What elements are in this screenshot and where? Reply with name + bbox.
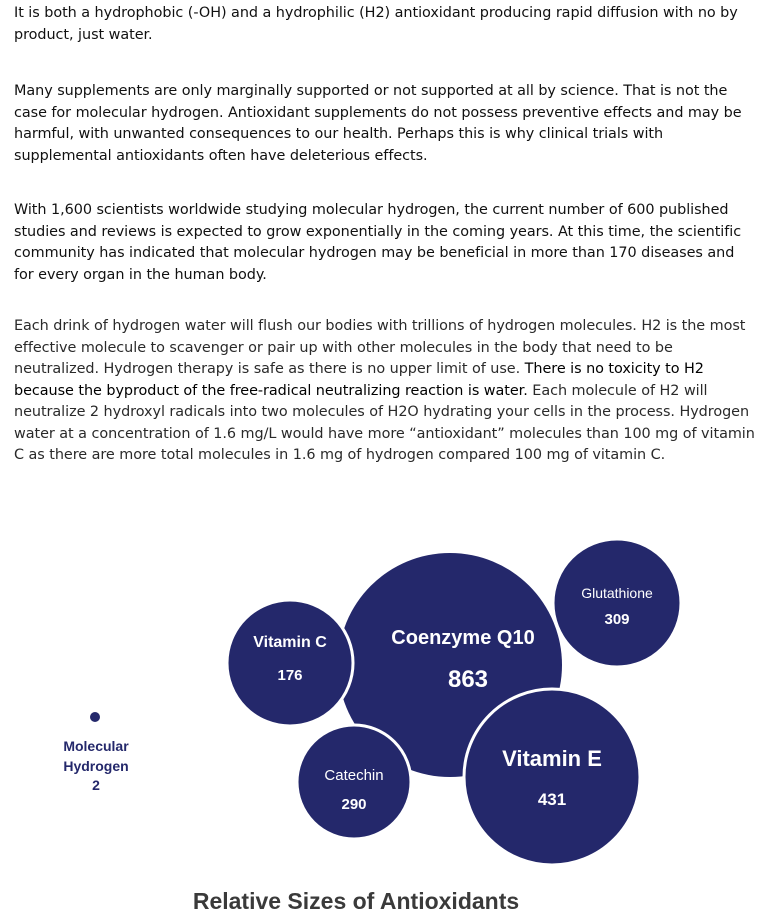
paragraph-hydrogen-water-toxicity: There is no toxicity to H2 because the byproduct of the free-radical neutralizing reaction is water. <box>14 361 704 399</box>
paragraph-supplements: Many supplements are only marginally supported or not supported at all by science. That is not the case for molecular hydrogen. Antioxidant supplements do not possess preventive effects and may be harmful, with unwanted consequences to our health. Perhaps this is why clinical trials with supplemental antioxidants often have deleterious effects. <box>14 83 742 164</box>
bubble-label-vitamin-c: Vitamin C <box>253 634 327 651</box>
bubble-glutathione <box>553 539 681 667</box>
bubble-value-catechin: 290 <box>341 796 367 813</box>
label-molecular: Molecular <box>63 738 129 754</box>
bubble-value-coenzyme-q10: 863 <box>447 666 489 693</box>
bubble-label-coenzyme-q10: Coenzyme Q10 <box>391 627 535 649</box>
bubble-value-glutathione: 309 <box>604 611 630 628</box>
bubble-molecular-hydrogen <box>90 712 100 722</box>
paragraph-hydrogen-water-part3: Each molecule of H2 will neutralize 2 hydroxyl radicals into two molecules of H2O hydrating your cells in the process. Hydrogen water at a concentration of 1.6 mg/L would have more “antioxidant” molecules than 100 mg of vitamin C as there are more total molecules in 1.6 mg of hydrogen compared 100 mg of vitamin C. <box>14 382 755 463</box>
bubble-label-vitamin-e: Vitamin E <box>502 746 602 771</box>
bubble-vitamin-c <box>227 600 353 726</box>
chart-title: Relative Sizes of Antioxidants <box>192 888 520 914</box>
bubble-value-vitamin-e: 431 <box>537 790 567 809</box>
paragraph-hydrogen-water-part1: Each drink of hydrogen water will flush our bodies with trillions of hydrogen molecules. H2 is the most effective molecule to scavenger or pair up with other molecules in the body that need to be neutralized. Hydrogen therapy is safe as there is no upper limit of use. <box>14 318 746 377</box>
paragraph-hydrogen-water <box>14 316 758 467</box>
paragraph-hydrophobic: It is both a hydrophobic (-OH) and a hydrophilic (H2) antioxidant producing rapid diffusion with no by product, just water. <box>14 5 738 43</box>
paragraph-scientists: With 1,600 scientists worldwide studying molecular hydrogen, the current number of 600 published studies and reviews is expected to grow exponentially in the coming years. At this time, the scientific community has indicated that molecular hydrogen may be beneficial in more than 170 diseases and for every organ in the human body. <box>14 202 742 283</box>
bubble-value-vitamin-c: 176 <box>277 667 303 684</box>
bubble-label-glutathione: Glutathione <box>581 585 653 601</box>
antioxidant-bubble-chart <box>0 520 764 919</box>
bubble-vitamin-e <box>464 689 640 865</box>
label-hydrogen: Hydrogen <box>63 758 129 774</box>
label-molecular-hydrogen-value: 2 <box>92 777 100 793</box>
bubble-label-catechin: Catechin <box>324 767 384 784</box>
